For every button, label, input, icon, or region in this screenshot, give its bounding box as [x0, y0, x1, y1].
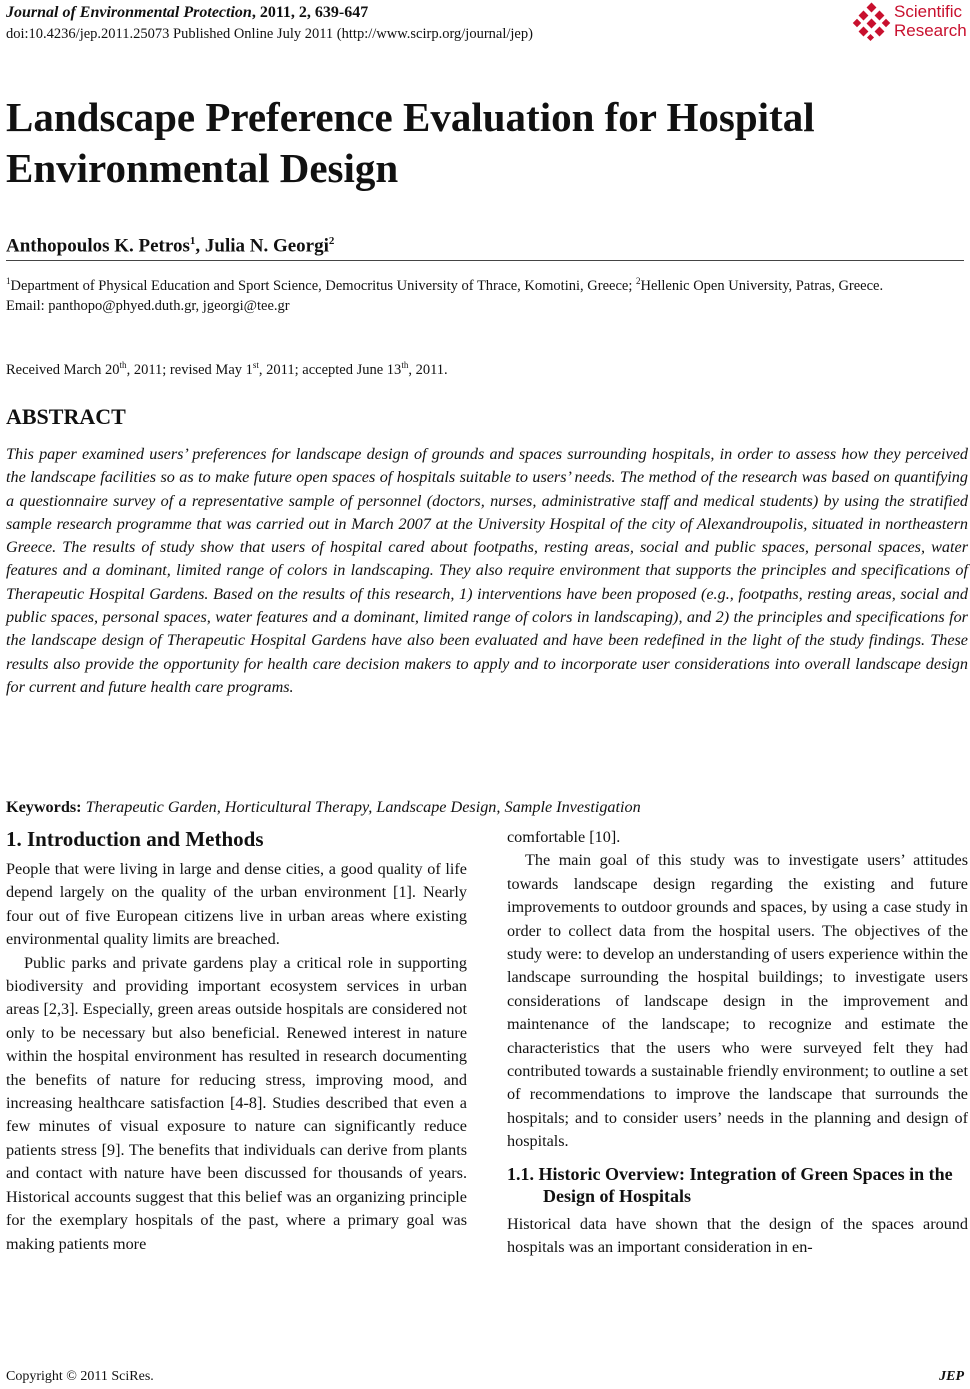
paper-title-line2: Environmental Design: [6, 145, 399, 191]
abstract-text: This paper examined users’ preferences for landscape design of grounds and spaces surrounding hospitals, in order to assess how they perceived the landscape facilities so as to make future open spaces of hospitals suitable to users’ needs. The method of the research was based on quantifying a questionnaire survey of a representative sample of personnel (doctors, nurses, administrative staff and medical students) by using the stratified sample research programme that was carried out in March 2007 at the University Hospital of the city of Alexandroupolis, situated in northeastern Greece. The results of study show that users of hospital cared about footpaths, resting areas, social and public spaces, personal spaces, water features and a dominant, limited range of colors in landscaping. They also require environment that supports the principles and specifications of Therapeutic Hospital Gardens. Based on the results of this research, 1) interventions have been proposed (e.g., footpaths, resting areas, social and public spaces, personal spaces, water features and a dominant, limited range of colors in landscaping), and 2) the principles and specifications for the landscape design of Therapeutic Hospital Gardens have also been evaluated and have been redefined in the light of the study findings. These results also provide the opportunity for health care decision makers to apply and to incorporate user considerations into overall landscape design for current and future health care programs.: [6, 445, 968, 696]
journal-abbreviation: JEP: [939, 1369, 964, 1384]
affiliation-text: Hellenic Open University, Patras, Greece.: [640, 277, 884, 294]
paper-title-line1: Landscape Preference Evaluation for Hospital: [6, 94, 815, 140]
body-paragraph: People that were living in large and dense cities, a good quality of life depend largely on the quality of the urban environment [1]. Nearly four out of five European citizens live in urban areas where existing environmental quality limits are breached.: [6, 860, 467, 949]
affiliations: [6, 271, 966, 316]
author-name: Anthopoulos K. Petros: [6, 235, 190, 257]
affiliation-mark: 2: [635, 276, 641, 286]
received-text: Received March 20: [6, 361, 120, 378]
journal-citation: [6, 3, 368, 23]
email-line: Email: panthopo@phyed.duth.gr, jgeorgi@tee.gr: [6, 297, 290, 314]
body-paragraph: comfortable [10].: [507, 828, 621, 846]
author-list: [6, 229, 334, 258]
header-divider: [6, 260, 964, 261]
body-paragraph: Historical data have shown that the design of the spaces around hospitals was an important consideration in en-: [507, 1214, 968, 1257]
body-paragraph: The main goal of this study was to investigate users’ attitudes towards landscape design regarding the existing and future improvements to outdoor grounds and spaces, by using a case study in order to collect data from the hospital users. The objectives of the study were: to develop an understanding of users experience within the landscape surrounding the hospital buildings; to investigate users considerations of landscape design in the improvement and maintenance of the landscape; to recognize and estimate the characteristics that the users who were surveyed felt they had contributed towards a sustainable friendly environment; to outline a set of recommendations to improve the landscape that surrounds the hospitals; and to consider users’ needs in the planning and design of hospitals.: [507, 851, 968, 1151]
author-name: Julia N. Georgi: [204, 235, 329, 257]
publisher-logo-line1: Scientific: [894, 2, 963, 21]
publisher-logo-text: [894, 2, 967, 40]
journal-name: Journal of Environmental Protection: [6, 4, 252, 21]
publisher-logo-line2: Research: [894, 21, 967, 40]
paper-title: [6, 92, 946, 194]
received-text: , 2011; revised May 1: [126, 361, 253, 378]
keywords-label: Keywords: [6, 798, 77, 816]
copyright-notice: Copyright © 2011 SciRes.: [6, 1369, 154, 1384]
received-text: , 2011.: [408, 361, 448, 378]
publisher-logo: [852, 2, 970, 44]
keywords-colon: :: [76, 798, 86, 816]
ordinal-suffix: st: [252, 360, 259, 370]
received-text: , 2011; accepted June 13: [258, 361, 402, 378]
ordinal-suffix: th: [119, 360, 127, 370]
affiliation-mark: 1: [6, 276, 11, 286]
ordinal-suffix: th: [401, 360, 409, 370]
doi-line: doi:10.4236/jep.2011.25073 Published Online July 2011 (http://www.scirp.org/journal/jep): [6, 26, 533, 42]
subsection-heading: 1.1. Historic Overview: Integration of Green Spaces in the Design of Hospitals: [507, 1163, 953, 1206]
received-dates: [6, 355, 448, 380]
section-heading: 1. Introduction and Methods: [6, 827, 264, 851]
body-paragraph: Public parks and private gardens play a critical role in supporting biodiversity and providing important ecosystem services in urban areas [2,3]. Especially, green areas outside hospitals are considered not only to be necessary but also beneficial. Renewed interest in nature within the hospital environment has resulted in research documenting the benefits of nature for reducing stress, improving mood, and increasing healthcare satisfaction [4-8]. Studies described that even a few minutes of visual exposure to nature can significantly reduce patients stress [9]. The benefits that individuals can derive from plants and contact with nature have been discussed for thousands of years. Historical accounts suggest that this belief was an organizing principle for the exemplary hospitals of the past, where a primary goal was making patients more: [6, 953, 467, 1253]
journal-volume: , 2011, 2, 639-647: [251, 4, 369, 21]
author-affiliation-mark: 1: [189, 235, 196, 247]
author-separator: ,: [195, 235, 205, 257]
publisher-logo-icon: [852, 2, 892, 42]
body-left-column: [6, 826, 467, 1256]
keywords: [6, 796, 966, 818]
page-footer: [6, 1368, 964, 1386]
abstract-heading: ABSTRACT: [6, 404, 126, 429]
affiliation-text: Department of Physical Education and Sport Science, Democritus University of Thrace, Komotini, Greece;: [10, 277, 636, 294]
author-affiliation-mark: 2: [328, 235, 335, 247]
body-right-column: [507, 826, 968, 1260]
keywords-list: Therapeutic Garden, Horticultural Therapy, Landscape Design, Sample Investigation: [85, 798, 641, 816]
